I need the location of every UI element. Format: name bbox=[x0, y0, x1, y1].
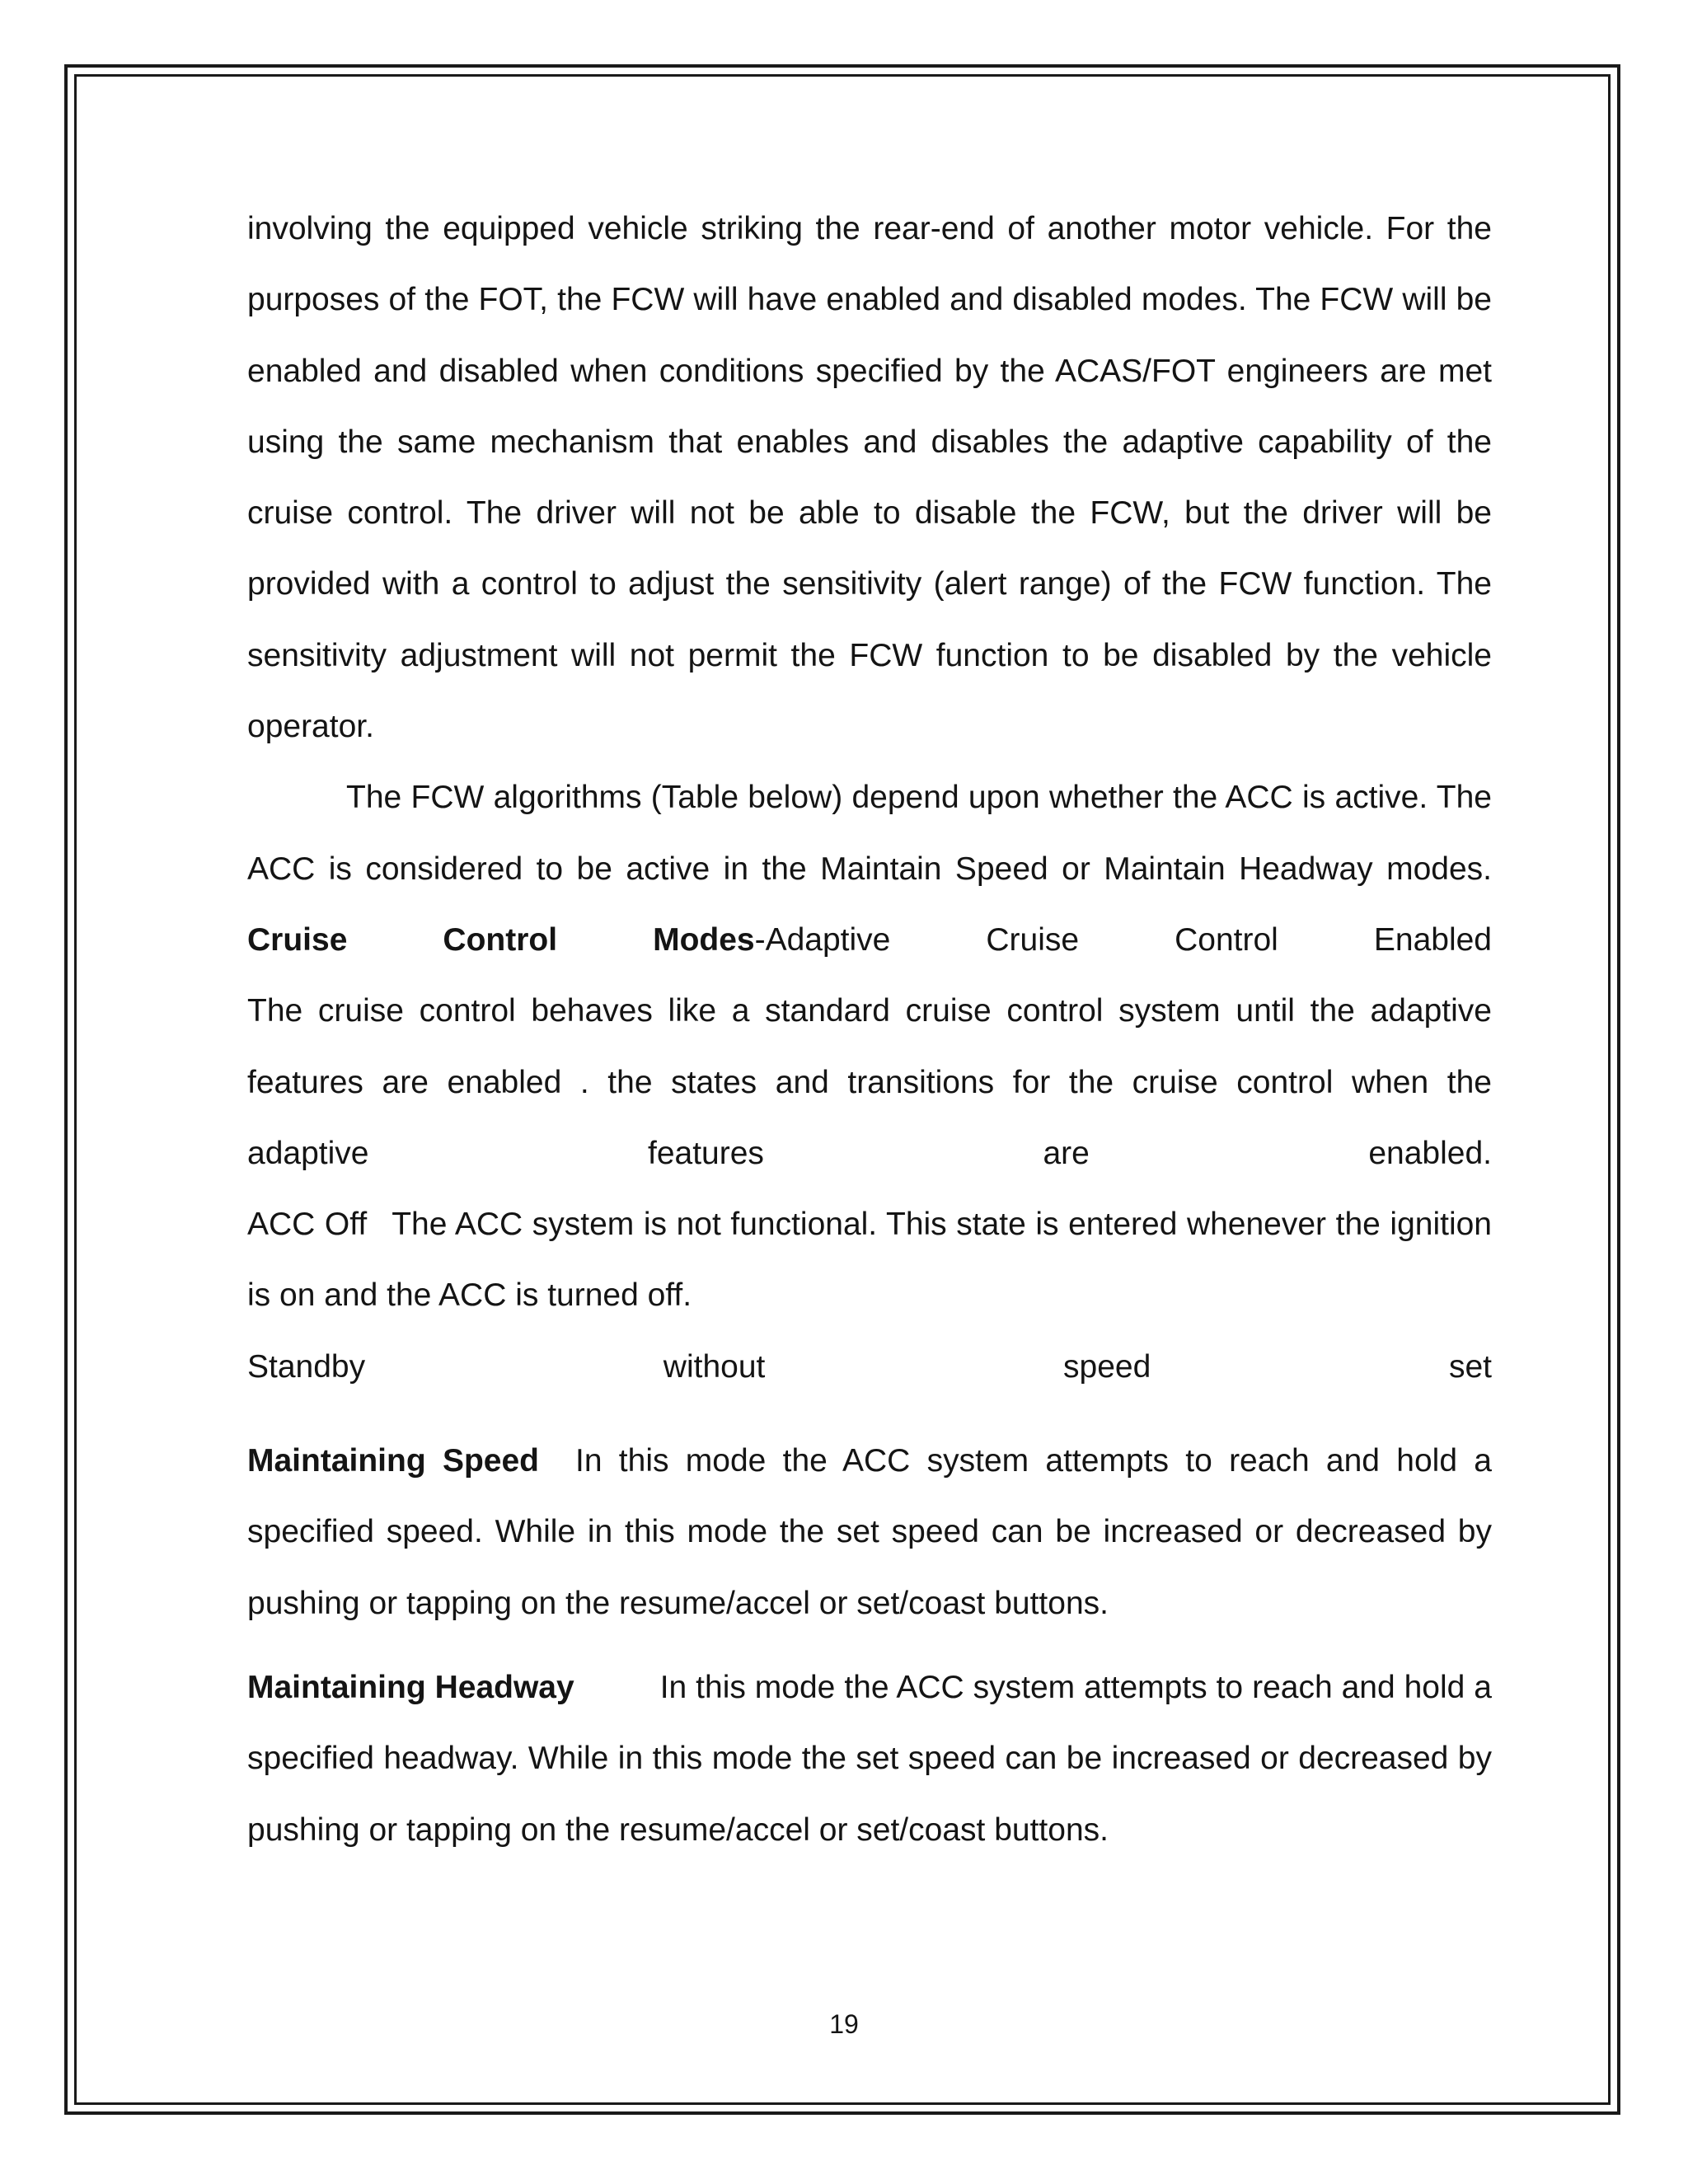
paragraph-acc-off bbox=[247, 1189, 1492, 1332]
paragraph-fcw-modes: involving the equipped vehicle striking the rear-end of another motor vehicle. For the purposes of the FOT, the FCW will have enabled and disabled modes. The FCW will be enabled and disabled when conditions specified by the ACAS/FOT engineers are met using the same mechanism that enables and disables the adaptive capability of the cruise control. The driver will not be able to disable the FCW, but the driver will be provided with a control to adjust the sensitivity (alert range) of the FCW function. The sensitivity adjustment will not permit the FCW function to be disabled by the vehicle operator. bbox=[247, 211, 1492, 745]
page-number: 19 bbox=[829, 2009, 859, 2039]
acc-off-label: ACC Off bbox=[247, 1207, 368, 1243]
heading-rest: -Adaptive Cruise Control Enabled bbox=[754, 921, 1492, 958]
paragraph-maintaining-speed bbox=[247, 1426, 1492, 1639]
heading-bold: Cruise Control Modes bbox=[247, 921, 755, 958]
standby-line: Standby without speed set bbox=[247, 1348, 1492, 1385]
maintaining-speed-label: Maintaining Speed bbox=[247, 1443, 539, 1479]
maintaining-speed-text: In this mode the ACC system attempts to reach and hold a specified speed. While in this mode the set speed can be increased or decreased by pushing or tapping on the resume/accel or set/coast buttons. bbox=[247, 1443, 1492, 1621]
maintaining-headway-text: In this mode the ACC system attempts to reach and hold a specified headway. While in this mode the set speed can be increased or decreased by pushing or tapping on the resume/accel or set/coast buttons. bbox=[247, 1669, 1492, 1848]
paragraph-maintaining-headway bbox=[247, 1652, 1492, 1866]
maintaining-headway-label: Maintaining Headway bbox=[247, 1669, 574, 1705]
acc-off-text: The ACC system is not functional. This state is entered whenever the ignition is on and the ACC is turned off. bbox=[247, 1207, 1492, 1314]
page-body bbox=[247, 194, 1492, 1866]
cruise-control-modes-heading bbox=[247, 905, 1492, 976]
paragraph-fcw-algorithms: The FCW algorithms (Table below) depend upon whether the ACC is active. The ACC is considered to be active in the Maintain Speed or Maintain Headway modes. bbox=[247, 780, 1492, 887]
paragraph-cruise-behaviour: The cruise control behaves like a standard cruise control system until the adaptive features are enabled . the states and transitions for the cruise control when the adaptive features are enabled. bbox=[247, 993, 1492, 1171]
